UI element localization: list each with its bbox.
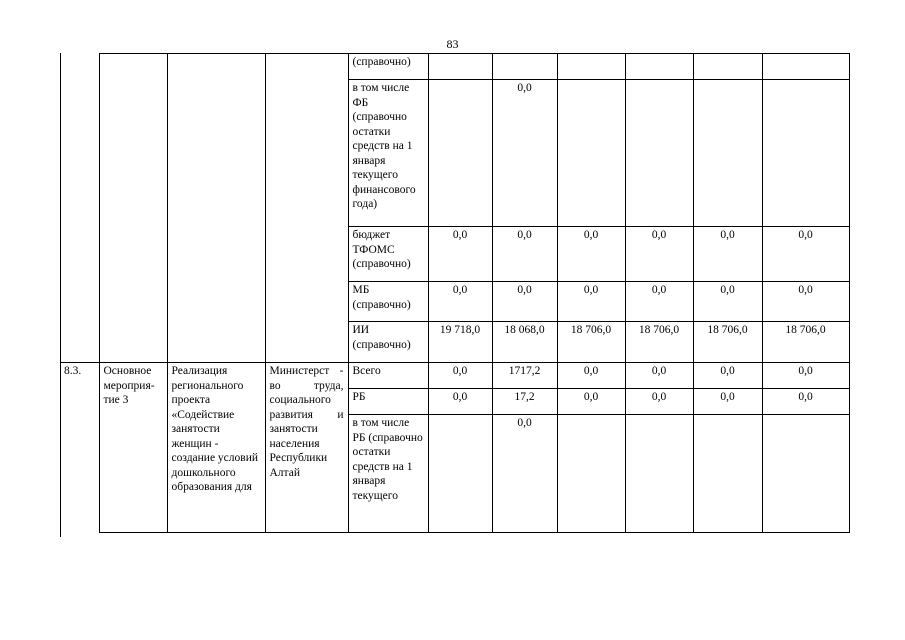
executor-cell bbox=[265, 54, 348, 363]
value-cell: 0,0 bbox=[428, 363, 492, 389]
source-label: в том числе РБ (справочно остатки средств на 1 января текущего bbox=[348, 415, 428, 533]
value-cell: 0,0 bbox=[693, 227, 762, 282]
value-cell: 0,0 bbox=[625, 389, 693, 415]
value-cell: 0,0 bbox=[625, 363, 693, 389]
value-cell: 0,0 bbox=[428, 282, 492, 322]
value-cell: 0,0 bbox=[428, 389, 492, 415]
value-cell: 0,0 bbox=[693, 389, 762, 415]
value-cell: 0,0 bbox=[492, 415, 557, 533]
value-cell bbox=[557, 54, 625, 80]
value-cell: 18 706,0 bbox=[557, 322, 625, 363]
number-cell: 8.3. bbox=[60, 363, 99, 533]
value-cell: 18 068,0 bbox=[492, 322, 557, 363]
value-cell: 0,0 bbox=[557, 363, 625, 389]
value-cell: 19 718,0 bbox=[428, 322, 492, 363]
value-cell bbox=[693, 80, 762, 227]
event-name-cell bbox=[167, 54, 265, 363]
value-cell bbox=[557, 80, 625, 227]
executor-cell: Министерст - во труда, социального развития и занятости населения Республики Алтай bbox=[265, 363, 348, 533]
value-cell bbox=[762, 415, 849, 533]
source-label: МБ (справочно) bbox=[348, 282, 428, 322]
value-cell bbox=[625, 80, 693, 227]
value-cell: 0,0 bbox=[762, 227, 849, 282]
value-cell: 18 706,0 bbox=[625, 322, 693, 363]
page-number: 83 bbox=[446, 37, 459, 51]
value-cell: 0,0 bbox=[557, 282, 625, 322]
value-cell: 18 706,0 bbox=[762, 322, 849, 363]
source-label: Всего bbox=[348, 363, 428, 389]
source-label: бюджет ТФОМС (справочно) bbox=[348, 227, 428, 282]
value-cell: 0,0 bbox=[492, 282, 557, 322]
value-cell: 17,2 bbox=[492, 389, 557, 415]
value-cell: 0,0 bbox=[762, 282, 849, 322]
value-cell bbox=[492, 54, 557, 80]
budget-table bbox=[60, 53, 850, 533]
value-cell bbox=[693, 54, 762, 80]
value-cell bbox=[762, 54, 849, 80]
value-cell bbox=[625, 415, 693, 533]
value-cell bbox=[428, 80, 492, 227]
event-type-cell bbox=[99, 54, 167, 363]
value-cell: 0,0 bbox=[492, 80, 557, 227]
value-cell: 0,0 bbox=[625, 282, 693, 322]
value-cell: 0,0 bbox=[428, 227, 492, 282]
value-cell bbox=[625, 54, 693, 80]
value-cell bbox=[557, 415, 625, 533]
event-name-cell: Реализация регионального проекта «Содействие занятости женщин - создание условий дошкольного образования для bbox=[167, 363, 265, 533]
table-row bbox=[60, 54, 849, 80]
value-cell: 1717,2 bbox=[492, 363, 557, 389]
value-cell: 0,0 bbox=[693, 282, 762, 322]
value-cell bbox=[762, 80, 849, 227]
value-cell: 0,0 bbox=[557, 227, 625, 282]
source-label: РБ bbox=[348, 389, 428, 415]
value-cell: 0,0 bbox=[557, 389, 625, 415]
value-cell bbox=[693, 415, 762, 533]
source-label: в том числе ФБ (справочно остатки средств на 1 января текущего финансового года) bbox=[348, 80, 428, 227]
value-cell: 0,0 bbox=[625, 227, 693, 282]
source-label: ИИ (справочно) bbox=[348, 322, 428, 363]
value-cell: 0,0 bbox=[492, 227, 557, 282]
source-label: (справочно) bbox=[348, 54, 428, 80]
number-cell bbox=[60, 54, 99, 363]
event-type-cell: Основное мероприя-тие 3 bbox=[99, 363, 167, 533]
value-cell bbox=[428, 415, 492, 533]
value-cell: 0,0 bbox=[762, 363, 849, 389]
value-cell: 0,0 bbox=[762, 389, 849, 415]
value-cell: 0,0 bbox=[693, 363, 762, 389]
value-cell: 18 706,0 bbox=[693, 322, 762, 363]
value-cell bbox=[428, 54, 492, 80]
table-row bbox=[60, 363, 849, 389]
